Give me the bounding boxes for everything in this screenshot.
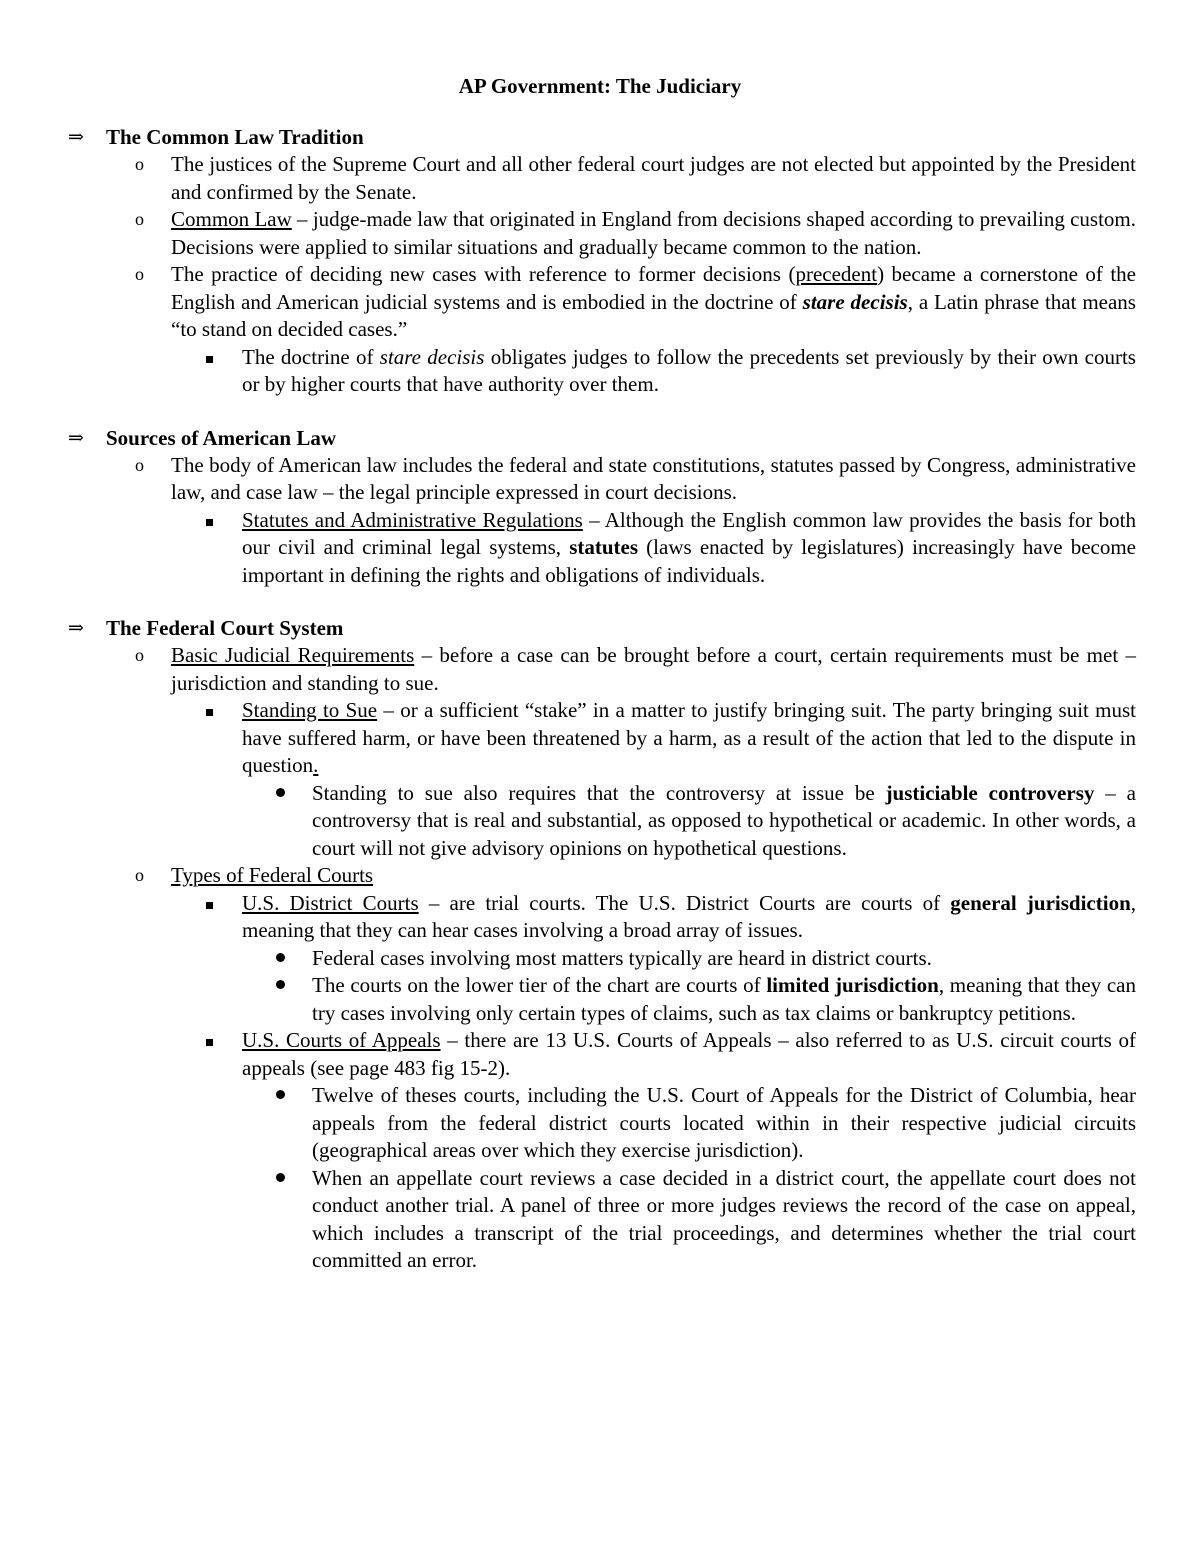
arrow-icon: ⇒ <box>68 618 84 639</box>
list-item: o The practice of deciding new cases with reference to former decisions (precedent) became a cornerstone of the English and American judicial systems and is embodied in the doctrine of stare decisis, a Latin phrase that means “to stand on decided cases.” <box>135 262 1136 341</box>
term: limited jurisdiction <box>766 973 939 997</box>
round-bullet-icon <box>276 952 285 966</box>
list-item: Twelve of theses courts, including the U.S. Court of Appeals for the District of Columbia, hear appeals from the federal district courts located within in their respective judicial circuits (geographical areas over which they exercise jurisdiction). <box>312 1082 1136 1165</box>
list-item: o Basic Judicial Requirements – before a case can be brought before a court, certain requirements must be met – jurisdiction and standing to sue. <box>135 643 1136 695</box>
term: precedent <box>795 262 878 286</box>
circle-bullet-icon: o <box>135 209 144 229</box>
term: stare decisis <box>802 289 908 314</box>
section-federal-courts-heading <box>66 615 1136 642</box>
list-item: o Common Law – judge-made law that originated in England from decisions shaped according to prevailing custom. Decisions were applied to similar situations and gradually became common to the nation. <box>135 207 1137 259</box>
circle-bullet-icon: o <box>135 645 144 665</box>
term: Common Law <box>171 207 292 231</box>
list-item: o The body of American law includes the federal and state constitutions, statutes passed by Congress, administrative law, and case law – the legal principle expressed in court decisions. <box>135 452 1136 504</box>
section-sources-heading <box>66 425 1136 452</box>
arrow-icon: ⇒ <box>68 127 84 148</box>
list-item: U.S. District Courts – are trial courts. The U.S. District Courts are courts of general jurisdiction, meaning that they can hear cases involving a broad array of issues. <box>242 890 1136 945</box>
round-bullet-icon <box>276 787 285 801</box>
page-title: AP Government: The Judiciary <box>458 74 742 98</box>
document-body <box>66 124 1136 1275</box>
term: Types of Federal Courts <box>171 863 374 887</box>
arrow-icon: ⇒ <box>68 427 84 449</box>
list-item: Standing to sue also requires that the controversy at issue be justiciable controversy – a controversy that is real and substantial, as opposed to hypothetical or academic. In other words, a court will not give advisory opinions on hypothetical questions. <box>312 780 1136 863</box>
list-item: The doctrine of stare decisis obligates judges to follow the precedents set previously by their own courts or by higher courts that have authority over them. <box>242 344 1136 399</box>
section-title: The Common Law Tradition <box>106 125 364 149</box>
term: statutes <box>569 535 639 559</box>
term: U.S. Courts of Appeals <box>242 1028 441 1052</box>
circle-bullet-icon: o <box>135 865 144 885</box>
square-bullet-icon <box>206 516 213 528</box>
square-bullet-icon <box>206 353 213 365</box>
term: general jurisdiction <box>950 890 1131 915</box>
square-bullet-icon <box>206 1036 213 1048</box>
list-item: Standing to Sue – or a sufficient “stake” in a matter to justify bringing suit. The party bringing suit must have suffered harm, or have been threatened by a harm, as a result of the action that led to the dispute in question. <box>242 697 1136 780</box>
circle-bullet-icon: o <box>135 154 144 174</box>
list-item: When an appellate court reviews a case decided in a district court, the appellate court does not conduct another trial. A panel of three or more judges reviews the record of the case on appeal, which includes a transcript of the trial proceedings, and determines whether the trial court committed an error. <box>312 1165 1136 1275</box>
section-title: The Federal Court System <box>106 616 344 640</box>
square-bullet-icon <box>206 706 213 718</box>
term: Statutes and Administrative Regulations <box>242 507 583 532</box>
round-bullet-icon <box>276 1089 285 1103</box>
round-bullet-icon <box>276 1172 285 1186</box>
term: justiciable controversy <box>885 780 1095 805</box>
list-item: The courts on the lower tier of the chart are courts of limited jurisdiction, meaning that they can try cases involving only certain types of claims, such as tax claims or bankruptcy petitions. <box>312 972 1136 1027</box>
term: Standing to Sue <box>242 698 378 722</box>
section-title: Sources of American Law <box>106 425 337 450</box>
term: U.S. District Courts <box>242 890 419 915</box>
section-common-law-heading <box>66 124 1136 151</box>
list-item <box>135 862 1136 890</box>
list-item: U.S. Courts of Appeals – there are 13 U.S. Courts of Appeals – also referred to as U.S. circuit courts of appeals (see page 483 fig 15-2). <box>242 1027 1136 1082</box>
list-item: o The justices of the Supreme Court and all other federal court judges are not elected but appointed by the President and confirmed by the Senate. <box>135 152 1136 204</box>
term: stare decisis <box>379 344 485 369</box>
term: Basic Judicial Requirements <box>171 643 415 667</box>
circle-bullet-icon: o <box>135 264 144 284</box>
square-bullet-icon <box>206 899 213 911</box>
list-item: Federal cases involving most matters typically are heard in district courts. <box>312 945 1136 973</box>
circle-bullet-icon: o <box>135 454 144 475</box>
list-item: Statutes and Administrative Regulations – Although the English common law provides the basis for both our civil and criminal legal systems, statutes (laws enacted by legislatures) increasingly have become important in defining the rights and obligations of individuals. <box>242 507 1136 590</box>
round-bullet-icon <box>276 979 285 993</box>
